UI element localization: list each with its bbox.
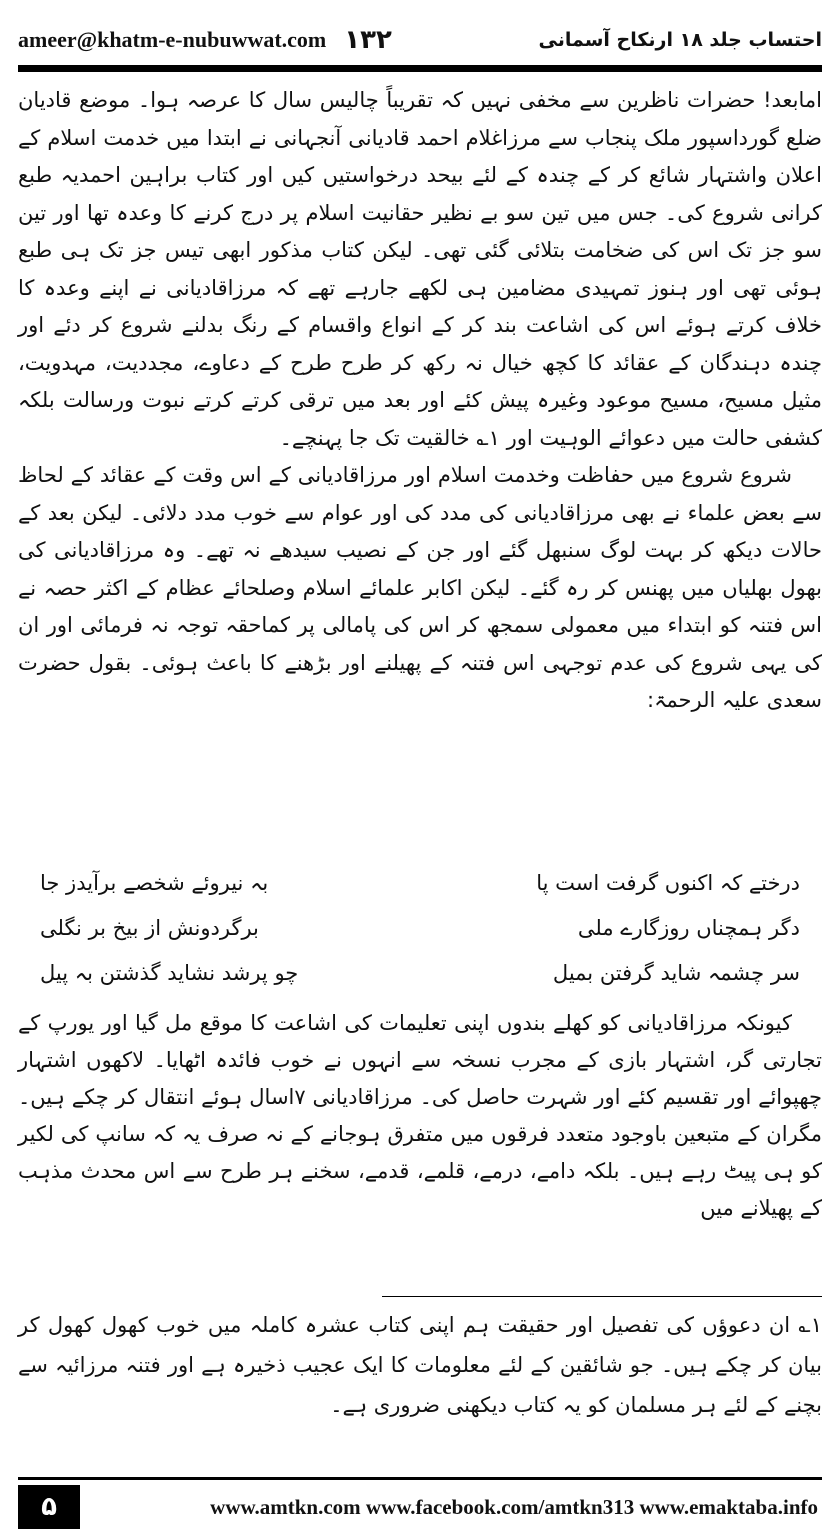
footer-page-number: ۵ [18,1485,80,1529]
footer-rule [18,1477,822,1480]
header-email: ameer@khatm-e-nubuwwat.com [18,27,327,52]
poem-hemistich: دگر ہمچناں روزگارے ملی [577,915,800,940]
poem-hemistich: چو پرشد نشاید گذشتن بہ پیل [40,960,299,985]
page-footer [18,1485,822,1529]
page-header [18,20,822,60]
header-rule [18,65,822,72]
poem-line [40,905,800,950]
poem-hemistich: سر چشمہ شاید گرفتن بمیل [552,960,800,985]
poem-hemistich: برگردونش از بیخ بر نگلی [40,915,259,940]
footer-links: www.amtkn.com www.facebook.com/amtkn313 www.emaktaba.info [210,1494,818,1519]
paragraph-2: شروع شروع میں حفاظت وخدمت اسلام اور مرزاقادیانی کے اس وقت کے عقائد کے لحاظ سے بعض علماء نے بھی مرزاقادیانی کی مدد کی اور عوام سے خوب مدد دلائی۔ لیکن بعد کے حالات دیکھ کر بہت لوگ سنبھل گئے اور جن کے نصیب سیدھے نہ تھے۔ وہ مرزاقادیانی کی بھول بھلیاں میں پھنس کر رہ گئے۔ لیکن اکابر علمائے اسلام وصلحائے عظام کے اکثر حصہ نے اس فتنہ کو ابتداء میں معمولی سمجھ کر اس کی پامالی پر کماحقہ توجہ نہ فرمائی اور ان کی یہی شروع کی عدم توجہی اس فتنہ کے پھیلنے اور بڑھنے کا باعث ہوئی۔ بقول حضرت سعدی علیہ الرحمۃ: [18,463,822,712]
paragraph-3: کیونکہ مرزاقادیانی کو کھلے بندوں اپنی تعلیمات کی اشاعت کا موقع مل گیا اور یورپ کے تجارتی گر، اشتہار بازی کے مجرب نسخہ سے انہوں نے خوب فائدہ اٹھایا۔ لاکھوں اشتہار چھپوائے اور تقسیم کئے اور شہرت حاصل کی۔ مرزاقادیانی ۷اسال ہوئے انتقال کر چکے ہیں۔ مگران کے متبعین باوجود متعدد فرقوں میں متفرق ہوجانے کے نہ صرف یہ کہ سانپ کی لکیر کو ہی پیٹ رہے ہیں۔ بلکہ دامے، درمے، قلمے، قدمے، سخنے ہر طرح سے اس محدث مذہب کے پھیلانے میں [18,1011,822,1220]
poem-hemistich: درختے کہ اکنوں گرفت است پا [536,870,800,895]
poem-line [40,860,800,905]
footnote [18,1305,822,1425]
footnote-rule [382,1296,822,1297]
footnote-text: ۱؎ ان دعوؤں کی تفصیل اور حقیقت ہم اپنی کتاب عشرہ کاملہ میں خوب کھول کھول کر بیان کر چکے ہیں۔ جو شائقین کے لئے معلومات کا ایک عجیب ذخیرہ ہے اور فتنہ مرزائیہ سے بچنے کے لئے ہر مسلمان کو یہ کتاب دیکھنی ضروری ہے۔ [18,1313,822,1417]
persian-poem [40,860,800,995]
poem-line [40,950,800,995]
poem-hemistich: بہ نیروئے شخصے برآیدز جا [40,870,269,895]
header-page-number: ۱۳۲ [344,25,392,55]
header-left [18,25,392,55]
header-book-title: احتساب جلد ۱۸ ارنکاح آسمانی [538,29,822,51]
main-text [18,82,822,720]
paragraph-1: امابعد! حضرات ناظرین سے مخفی نہیں کہ تقریباً چالیس سال کا عرصہ ہوا۔ موضع قادیان ضلع گورداسپور ملک پنجاب سے مرزاغلام احمد قادیانی آنجہانی نے ابتدا میں خدمت اسلام کے اعلان واشتہار شائع کر کے چندہ کے لئے بیحد درخواستیں کیں اور کتاب براہین احمدیہ طبع کرانی شروع کی۔ جس میں تین سو بے نظیر حقانیت اسلام پر درج کرنے کا وعدہ تھا اور تین سو جز تک اس کی ضخامت بتلائی گئی تھی۔ لیکن کتاب مذکور ابھی تیس جز تک ہی طبع ہوئی تھی اور ہنوز تمہیدی مضامین ہی لکھے جارہے تھے کہ مرزاقادیانی نے اپنے وعدہ کا خلاف کرتے ہوئے اس کی اشاعت بند کر کے انواع واقسام کے رنگ بدلنے شروع کر دئے اور چندہ دہندگان کے عقائد کا کچھ خیال نہ رکھ کر طرح طرح کے دعاوے، مجددیت، مہدویت، مثیل مسیح، مسیح موعود وغیرہ پیش کئے اور بعد میں ترقی کرتے کرتے نبوت ورسالت بلکہ کشفی حالت میں دعوائے الوہیت اور ۱؎ خالقیت تک جا پہنچے۔ [18,88,822,450]
main-text-continued [18,1005,822,1227]
